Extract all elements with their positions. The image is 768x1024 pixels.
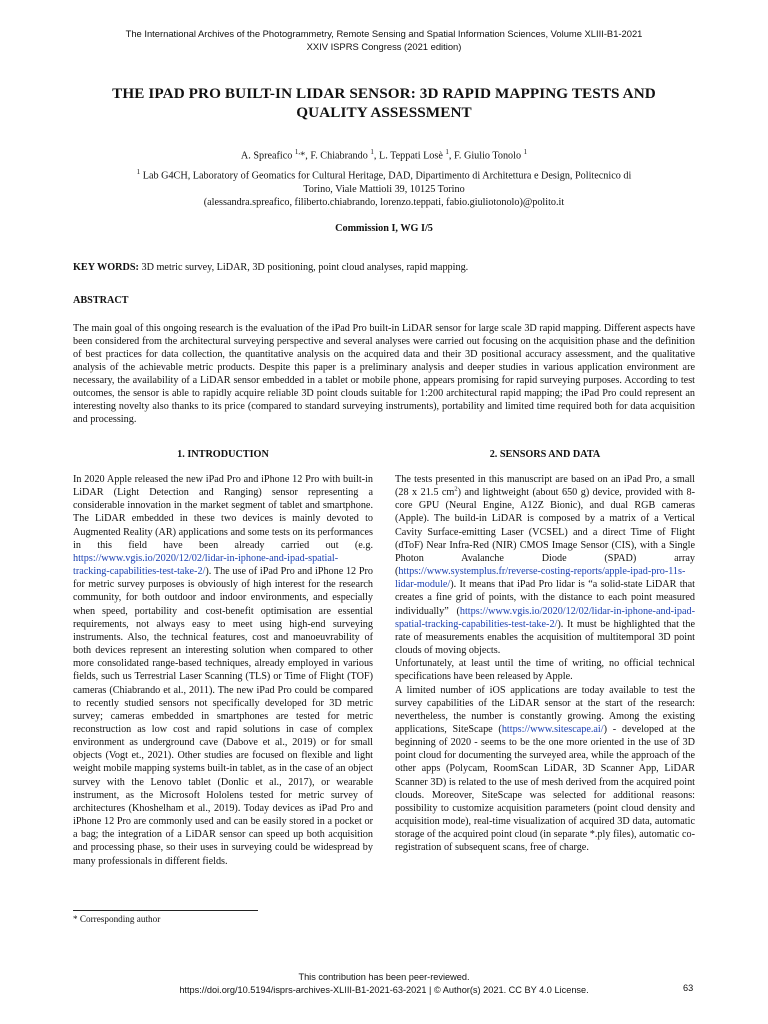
author-list xyxy=(0,146,768,162)
footer-peer-review: This contribution has been peer-reviewed. xyxy=(298,972,470,982)
author-4-affil: 1 xyxy=(523,148,528,156)
affiliation-text-1: Lab G4CH, Laboratory of Geomatics for Cultural Heritage, DAD, Dipartimento di Architettura e Design, Politecnico di xyxy=(142,170,632,182)
sensors-text-e: A limited number of iOS applications are today available to test the survey capabilities of the LiDAR sensor at the start of the research: nevertheless, the number is constantly growing. Among the existing applications, SiteScape ( xyxy=(395,684,695,735)
abstract-text: The main goal of this ongoing research is the evaluation of the iPad Pro built-in LiDAR sensor for large scale 3D rapid mapping. Different aspects have been considered from the architectural surveying perspective and several analyses were carried out focusing on the acquisition phase and the definition of best practices for data collection, the quantitative analysis on the acquired data and their 3D positional accuracy assessment, and the qualitative analysis of the achievable metric products. Despite this paper is a preliminary analysis and deeper studies in various application environment are necessary, the availability of a LiDAR sensor embedded in a tablet or mobile phone, appears promising for rapid surveying purposes. According to test outcomes, the sensor is able to rapidly acquire reliable 3D point clouds suitable for 1:200 architectural rapid mapping; the iPad Pro could represent an interesting novelty also thanks to its price (compared to standard surveying instruments), portability and limited time required both for data acquisition and processing. xyxy=(73,323,695,426)
sensors-text-c: ). It means that iPad Pro lidar is “a solid-state LiDAR that creates a fine grid of points, with the distance to each point measured individually” ( xyxy=(395,579,695,617)
sensors-link-vgis[interactable]: https://www.vgis.io/2020/12/02/lidar-in-iphone-and-ipad-spatial-tracking-capabilities-test-take-2/ xyxy=(395,605,695,630)
title-line-2: QUALITY ASSESSMENT xyxy=(296,104,472,121)
sensors-text-a: The tests presented in this manuscript are based on an iPad Pro, a small (28 x 21.5 cm xyxy=(395,474,695,499)
affiliation-line-1 xyxy=(110,166,658,183)
header-journal-line: The International Archives of the Photogrammetry, Remote Sensing and Spatial Information Sciences, Volume XLIII-B1-2021 xyxy=(125,28,643,39)
sensors-text-f: ) - developed at the beginning of 2020 - seems to be the one more oriented in the use of 3D point cloud for documenting the surveyed area, while the approach of the other apps (Polycam, RoomScan LiDAR, 3D Scanner App, LiDAR Scanner 3D) is related to the use of mesh derived from the acquired point clouds. Moreover, SiteScape was selected for additional reasons: possibility to customize acquisition parameters (point cloud density and acquisition mode), real-time visualization of acquired 3D data, automatic storage of the acquired point cloud (in separate *.ply files), automatic co-registration of subsequent scans, free of charge. xyxy=(395,723,695,854)
affiliation xyxy=(110,166,658,210)
title-line-1: THE IPAD PRO BUILT-IN LIDAR SENSOR: 3D RAPID MAPPING TESTS AND xyxy=(112,85,656,102)
footnote-divider xyxy=(73,910,258,911)
header-congress-line: XXIV ISPRS Congress (2021 edition) xyxy=(306,40,462,52)
intro-link-vgis[interactable]: https://www.vgis.io/2020/12/02/lidar-in-iphone-and-ipad-spatial-tracking-capabilities-test-take-2/ xyxy=(73,552,339,578)
author-1: A. Spreafico xyxy=(240,150,293,162)
keywords-text: 3D metric survey, LiDAR, 3D positioning, point cloud analyses, rapid mapping. xyxy=(141,262,469,273)
footer-doi-license: https://doi.org/10.5194/isprs-archives-XLIII-B1-2021-63-2021 | © Author(s) 2021. CC BY 4.0 License. xyxy=(179,984,589,995)
sensors-paragraph-2: Unfortunately, at least until the time of writing, no official technical specifications have been released by Apple. xyxy=(395,658,695,683)
intro-paragraph xyxy=(73,473,373,868)
commission: Commission I, WG I/5 xyxy=(335,223,433,234)
section-heading-introduction: 1. INTRODUCTION xyxy=(177,449,269,460)
author-2-affil: 1 xyxy=(370,148,374,156)
affiliation-sup: 1 xyxy=(136,168,141,176)
intro-text-a: In 2020 Apple released the new iPad Pro and iPhone 12 Pro with built-in LiDAR (Light Detection and Ranging) sensor representing a considerable innovation in the market segment of tablet and smartphone. The LiDAR embedded in these two devices is mainly devoted to Augmented Reality (AR) applications and some tests on its performances in this field have been already carried out (e.g. xyxy=(73,474,373,551)
paper-title xyxy=(60,84,708,122)
sensors-text-b: ) and lightweight (about 650 g) device, provided with 8-core GPU (Neural Engine, A12Z Bionic), and dual RGB cameras (Apple). The build-in LiDAR is composed by a matrix of a Vertical Cavity Surface-emitting Laser (VCSEL) and a direct Time of Flight (dToF) Near Infra-Red (NIR) CMOS Image Sensor (CIS), with a Single Photon Avalanche Diode (SPAD) array ( xyxy=(395,487,695,578)
sensors-link-systemplus[interactable]: https://www.systemplus.fr/reverse-costing-reports/apple-ipad-pro-11s-lidar-module/ xyxy=(395,566,686,591)
page-number: 63 xyxy=(683,983,694,993)
author-1-star: * xyxy=(300,150,306,162)
keywords-label: KEY WORDS: xyxy=(73,262,139,273)
abstract-heading: ABSTRACT xyxy=(73,295,129,306)
author-3-affil: 1 xyxy=(445,148,449,156)
affiliation-emails: (alessandra.spreafico, filiberto.chiabrando, lorenzo.teppati, fabio.giuliotonolo)@polito.it xyxy=(203,197,565,209)
sensors-text-d: ). It must be highlighted that the rate of measurements enables the acquisition of multitemporal 3D point clouds of moving objects. xyxy=(395,618,695,657)
sensors-link-sitescape[interactable]: https://www.sitescape.ai/ xyxy=(501,723,604,735)
running-header xyxy=(0,28,768,53)
page-footer xyxy=(0,971,768,996)
left-column xyxy=(73,473,373,868)
section-heading-sensors: 2. SENSORS AND DATA xyxy=(489,449,601,460)
keywords xyxy=(73,261,693,274)
sensors-paragraph-1 xyxy=(395,473,695,657)
author-4: , F. Giulio Tonolo xyxy=(448,150,522,162)
author-1-affil: 1, xyxy=(294,148,301,156)
right-column xyxy=(395,473,695,855)
sensors-sup: 2 xyxy=(454,485,458,493)
sensors-paragraph-3 xyxy=(395,684,695,855)
author-2: , F. Chiabrando xyxy=(305,150,368,162)
footnote-corresponding: * Corresponding author xyxy=(73,914,161,924)
intro-text-b: ). The use of iPad Pro and iPhone 12 Pro for metric survey purposes is obviously of high interest for the research community, for both outdoor and indoor environments, and especially when speed, portability and cost-benefit optimisation are essential requirements, not always easy to meet using high-end surveying instruments. Also, the technical features, cost and manoeuvrability of both devices represent an interesting solution when compared to other more consolidated range-based techniques, already employed in various fields, such us Terrestrial Laser Scanning (TLS) or Time of Flight (TOF) cameras (Chiabrando et al., 2011). The new iPad Pro could be compared to recently studied sensors not specifically developed for 3D metric survey; cameras embedded in smartphones are tested for metric reconstruction as low cost and rapid solutions in case of complex environment as underground cave (Dabove et al., 2019) or for small objects (Vogt et., 2021). Other studies are focused on flexible and light weight mobile mapping systems built-in tablet, as in the case of an object survey with the Lenovo tablet (Donlic et al., 2017), or wearable instrument, as the Microsoft Hololens tested for metric survey of architectures (Khoshelham et al., 2019). Today devices as iPad Pro and iPhone 12 Pro are commonly used and can be easily stored in a pocket or a bag; the integration of a LiDAR sensor can speed up both acquisition and processing phase, so their uses in surveying could be widespread by many professionals in different fields. xyxy=(73,566,373,867)
affiliation-line-2: Torino, Viale Mattioli 39, 10125 Torino xyxy=(303,183,465,195)
author-3: , L. Teppati Losè xyxy=(373,150,443,162)
